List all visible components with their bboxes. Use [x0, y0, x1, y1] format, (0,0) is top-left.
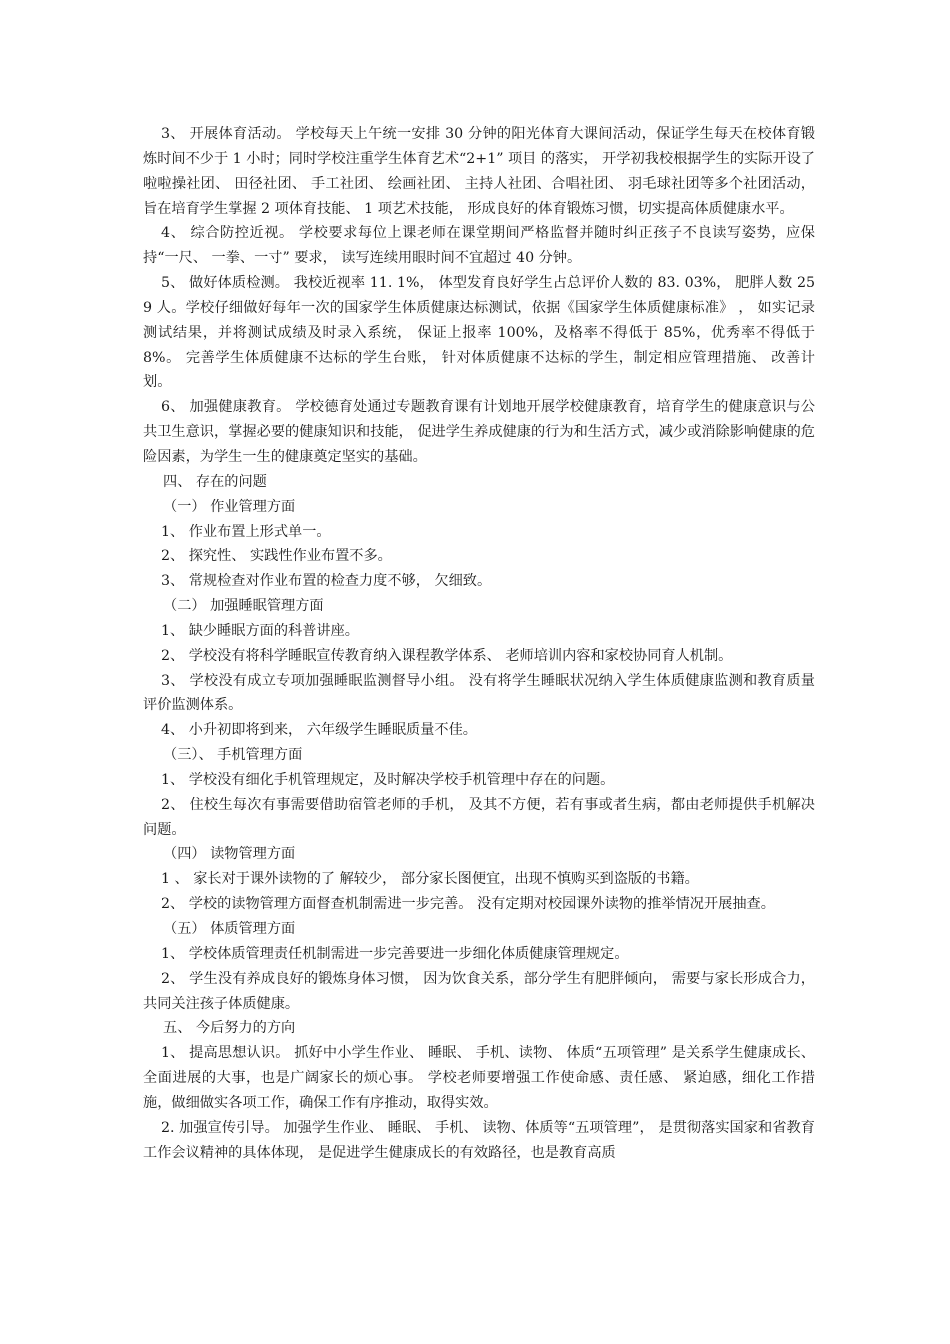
list-item: 1、 学校没有细化手机管理规定，及时解决学校手机管理中存在的问题。	[161, 771, 615, 788]
list-item: 1、 缺少睡眠方面的科普讲座。	[161, 622, 359, 639]
subheading-phones: （三）、 手机管理方面	[163, 747, 303, 764]
paragraph-physical-testing: 5、 做好体质检测。 我校近视率 11. 1%， 体型发育良好学生占总评价人数的 83. 03%， 肥胖人数 259 人。学校仔细做好每年一次的国家学生体质健康达标测试，依据《国家学生体质健康标准》 ， 如实记录测试结果，并将测试成绩及时录入系统， 保证上报率 100%，及格率不得低于 85%，优秀率不得低于 8%。 完善学生体质健康不达标的学生台账， 针对体质健康不达标的学生，制定相应管理措施、 改善计划。	[143, 275, 815, 391]
section-heading-problems: 四、 存在的问题	[163, 473, 267, 490]
section-heading-future-direction: 五、 今后努力的方向	[163, 1020, 296, 1037]
list-item: 2、 学校没有将科学睡眠宣传教育纳入课程教学体系、 老师培训内容和家校协同育人机制。	[161, 647, 733, 664]
list-item: 3、 学校没有成立专项加强睡眠监测督导小组。 没有将学生睡眠状况纳入学生体质健康监测和教育质量评价监测体系。	[143, 672, 815, 714]
subheading-physique: （五） 体质管理方面	[163, 921, 296, 937]
paragraph-sports-activities: 3、 开展体育活动。 学校每天上午统一安排 30 分钟的阳光体育大课间活动，保证学生每天在校体育锻炼时间不少于 1 小时；同时学校注重学生体育艺术“2+1” 项目 的落实， 开学初我校根据学生的实际开设了 啦啦操社团、 田径社团、 手工社团、 绘画社团、 主持人社团、合唱社团、 羽毛球社团等多个社团活动， 旨在培育学生掌握 2 项体育技能、 1 项艺术技能， 形成良好的体育锻炼习惯，切实提高体质健康水平。	[143, 126, 815, 217]
list-item: 2、 学校的读物管理方面督查机制需进一步完善。 没有定期对校园课外读物的推举情况开展抽查。	[161, 896, 775, 913]
list-item: 1、 作业布置上形式单一。	[161, 523, 331, 540]
paragraph-myopia-prevention: 4、 综合防控近视。 学校要求每位上课老师在课堂期间严格监督并随时纠正孩子不良读写姿势，应保持“一尺、 一拳、一寸” 要求， 读写连续用眼时间不宜超过 40 分钟。	[143, 225, 815, 267]
subheading-reading: （四） 读物管理方面	[163, 846, 296, 863]
document-page	[143, 122, 815, 1165]
list-item: 1 、 家长对于课外读物的了 解较少， 部分家长图便宜，出现不慎购买到盗版的书籍。	[161, 871, 699, 888]
list-item: 2、 探究性、 实践性作业布置不多。	[161, 548, 392, 565]
list-item: 4、 小升初即将到来， 六年级学生睡眠质量不佳。	[161, 722, 477, 739]
list-item: 1、 学校体质管理责任机制需进一步完善要进一步细化体质健康管理规定。	[161, 945, 629, 962]
subheading-homework: （一） 作业管理方面	[163, 498, 296, 515]
subheading-sleep: （二） 加强睡眠管理方面	[163, 598, 324, 615]
paragraph-health-education: 6、 加强健康教育。 学校德育处通过专题教育课有计划地开展学校健康教育，培育学生的健康意识与公共卫生意识，掌握必要的健康知识和技能， 促进学生养成健康的行为和生活方式，减少或消除影响健康的危险因素，为学生一生的健康奠定坚实的基础。	[143, 399, 815, 465]
paragraph-raise-awareness: 1、 提高思想认识。 抓好中小学生作业、 睡眠、 手机、读物、 体质“五项管理” 是关系学生健康成长、 全面进展的大事，也是广阔家长的烦心事。 学校老师要增强工作使命感、责任感、 紧迫感，细化工作措施，做细做实各项工作，确保工作有序推动，取得实效。	[143, 1045, 815, 1111]
list-item: 2、 住校生每次有事需要借助宿管老师的手机， 及其不方便，若有事或者生病，都由老师提供手机解决问题。	[143, 796, 815, 838]
list-item: 3、 常规检查对作业布置的检查力度不够， 欠细致。	[161, 573, 492, 590]
list-item: 2、 学生没有养成良好的锻炼身体习惯， 因为饮食关系，部分学生有肥胖倾向， 需要与家长形成合力， 共同关注孩子体质健康。	[143, 970, 815, 1012]
paragraph-publicity: 2. 加强宣传引导。 加强学生作业、 睡眠、 手机、 读物、体质等“五项管理”， 是贯彻落实国家和省教育工作会议精神的具体体现， 是促进学生健康成长的有效路径，也是教育高质	[143, 1119, 815, 1161]
